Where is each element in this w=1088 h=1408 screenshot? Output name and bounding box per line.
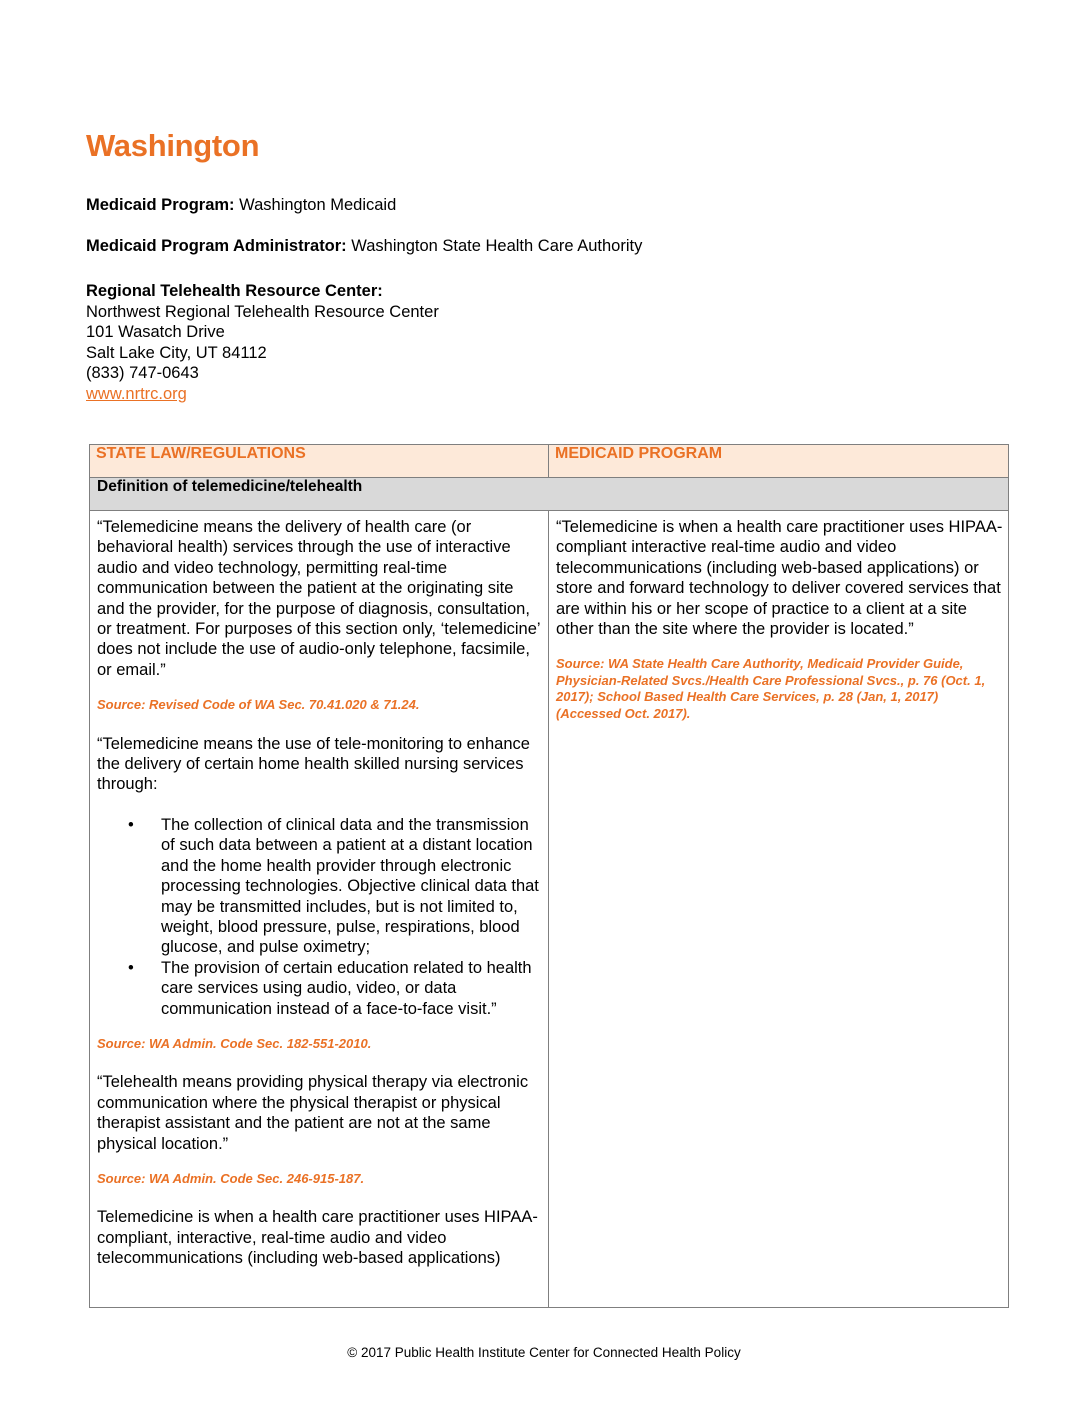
- medicaid-program-cell: [549, 511, 1009, 1308]
- section-row: [90, 478, 1009, 511]
- medicaid-program-label: Medicaid Program:: [86, 196, 235, 214]
- medicaid-source-1: Source: WA State Health Care Authority, Medicaid Provider Guide, Physician-Related Svcs./Health Care Professional Svcs., p. 76 (Oct. 1, 2017); School Based Health Care Services, p. 28 (Jan, 1, 2017) (Accessed Oct. 2017).: [556, 656, 986, 721]
- column-header-state-law: STATE LAW/REGULATIONS: [90, 445, 549, 478]
- bullet-icon: •: [128, 958, 134, 977]
- medicaid-program-line: [86, 195, 396, 216]
- resource-center-website-link[interactable]: www.nrtrc.org: [86, 384, 187, 403]
- resource-center-block: [86, 281, 439, 404]
- policy-table: [89, 444, 1009, 1308]
- table-header-row: [90, 445, 1009, 478]
- medicaid-paragraph-1: “Telemedicine is when a health care practitioner uses HIPAA-compliant interactive real-time audio and video telecommunications (including web-based applications) or store and forward technology to deliver covered services that are within his or her scope of practice to a client at a site other than the site where the provider is located.”: [556, 518, 1003, 639]
- medicaid-administrator-line: [86, 236, 642, 257]
- resource-center-name: Northwest Regional Telehealth Resource Center: [86, 302, 439, 321]
- column-header-medicaid-program: MEDICAID PROGRAM: [549, 445, 1009, 478]
- resource-center-phone: (833) 747-0643: [86, 364, 199, 382]
- section-title: Definition of telemedicine/telehealth: [90, 478, 1009, 511]
- medicaid-program-value: Washington Medicaid: [239, 196, 397, 214]
- resource-center-address2: Salt Lake City, UT 84112: [86, 343, 267, 362]
- state-law-source-1: Source: Revised Code of WA Sec. 70.41.020 & 71.24.: [97, 697, 420, 713]
- state-law-paragraph-2: “Telemedicine means the use of tele-monitoring to enhance the delivery of certain home health skilled nursing services through:: [97, 734, 530, 794]
- page-title: Washington: [86, 128, 260, 163]
- state-law-source-3: Source: WA Admin. Code Sec. 246-915-187.: [97, 1170, 365, 1186]
- list-item: • The provision of certain education related to health care services using audio, video, or data communication instead of a face-to-face visit.”: [128, 958, 532, 1018]
- resource-center-address1: 101 Wasatch Drive: [86, 323, 225, 341]
- state-law-paragraph-3: “Telehealth means providing physical therapy via electronic communication where the physical therapist or physical therapist assistant and the patient are not at the same physical location.”: [97, 1073, 529, 1153]
- state-law-source-2: Source: WA Admin. Code Sec. 182-551-2010.: [97, 1035, 372, 1051]
- state-law-bullet-list: [97, 815, 543, 1019]
- list-item: • The collection of clinical data and the transmission of such data between a patient at a distant location and the home health provider through electronic processing technologies. Objective clinical data that may be transmitted includes, but is not limited to, weight, blood pressure, pulse, respirations, blood glucose, and pulse oximetry;: [128, 815, 539, 957]
- state-law-cell: [90, 511, 549, 1308]
- medicaid-administrator-label: Medicaid Program Administrator:: [86, 237, 347, 255]
- bullet-icon: •: [128, 815, 134, 834]
- footer-copyright: © 2017 Public Health Institute Center for Connected Health Policy: [347, 1345, 741, 1360]
- resource-center-label: Regional Telehealth Resource Center:: [86, 282, 383, 300]
- state-law-paragraph-4: Telemedicine is when a health care practitioner uses HIPAA-compliant, interactive, real-time audio and video telecommunications (including web-based applications): [97, 1208, 538, 1268]
- medicaid-administrator-value: Washington State Health Care Authority: [351, 237, 643, 255]
- table-row: [90, 511, 1009, 1308]
- state-law-paragraph-1: “Telemedicine means the delivery of health care (or behavioral health) services through the use of interactive audio and video technology, permitting real-time communication between the patient at the originating site and the provider, for the purpose of diagnosis, consultation, or treatment. For purposes of this section only, ‘telemedicine’ does not include the use of audio-only telephone, facsimile, or email.”: [97, 518, 540, 679]
